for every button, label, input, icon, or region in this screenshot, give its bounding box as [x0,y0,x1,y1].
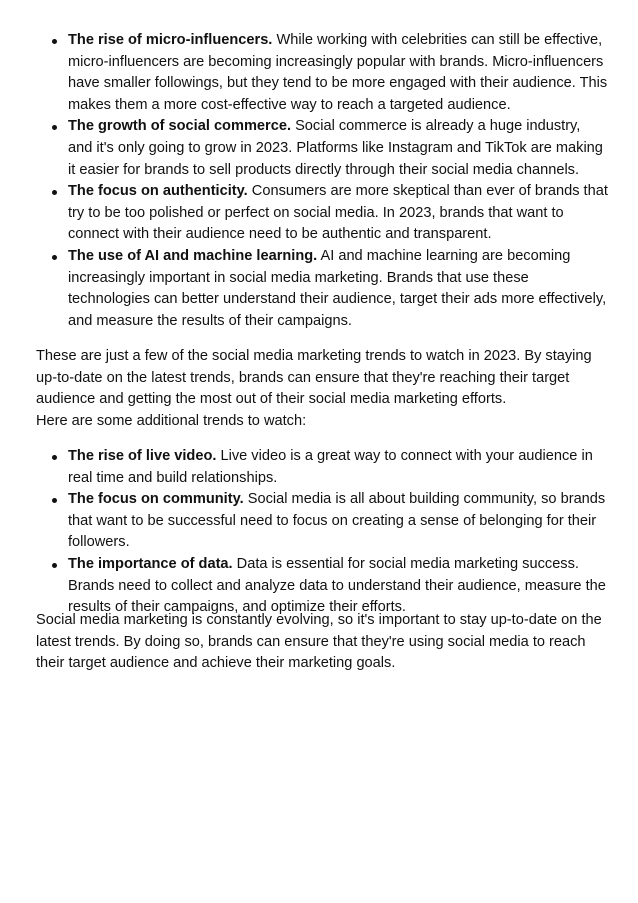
bullet-icon [52,125,57,130]
additional-trends-intro: Here are some additional trends to watch: [36,412,307,429]
item-text: While working with celebrities can still be effective, micro-influencers are becoming increasingly popular with brands. Micro-influencers have smaller followings, but they tend to be more engaged with their audience. This makes them a more cost-effective way to reach a targeted audience. [68,32,608,113]
item-title: The focus on community. [68,491,244,508]
trends-list [68,30,608,332]
item-text: Consumers are more skeptical than ever of brands that try to be too polished or perfect on social media. In 2023, brands that want to connect with their audience need to be authentic and transparent. [68,183,608,243]
list-item [68,446,608,489]
item-title: The rise of live video. [68,448,217,464]
bullet-icon [52,498,57,503]
additional-trends-list [68,446,608,619]
item-title: The use of AI and machine learning. [68,247,318,264]
item-title: The importance of data. [68,555,233,572]
bullet-icon [52,255,57,260]
list-item [68,181,608,246]
closing-paragraph: Social media marketing is constantly evolving, so it's important to stay up-to-date on the latest trends. By doing so, brands can ensure that they're using social media to reach their target audience and achieve their marketing goals. [36,612,602,672]
bullet-icon [52,455,57,460]
item-text: Live video is a great way to connect with your audience in real time and build relationships. [68,448,593,486]
item-text: Social media is all about building community, so brands that want to be successful need to focus on creating a sense of belonging for their followers. [68,491,606,551]
item-title: The focus on authenticity. [68,183,248,200]
item-title: The rise of micro-influencers. [68,32,273,48]
summary-paragraph [36,346,602,432]
bullet-icon [52,563,57,568]
list-item [68,30,608,116]
item-text: AI and machine learning are becoming increasingly important in social media marketing. Brands that use these technologies can better understand their audience, target their ads more effectively, and measure the results of their campaigns. [68,247,607,329]
summary-text: These are just a few of the social media marketing trends to watch in 2023. By staying up-to-date on the latest trends, brands can ensure that they're reaching their target audience and getting the most out of their social media marketing efforts. [36,348,592,408]
list-item [68,246,608,332]
list-item [68,116,608,181]
bullet-icon [52,190,57,195]
item-text: Social commerce is already a huge industry, and it's only going to grow in 2023. Platforms like Instagram and TikTok are making it easier for brands to sell products directly through their social media channels. [68,118,603,178]
list-item [68,489,608,554]
item-text: Data is essential for social media marketing success. Brands need to collect and analyze data to understand their audience, measure the results of their campaigns, and optimize their efforts. [68,555,606,616]
bullet-icon [52,39,57,44]
item-title: The growth of social commerce. [68,118,292,135]
